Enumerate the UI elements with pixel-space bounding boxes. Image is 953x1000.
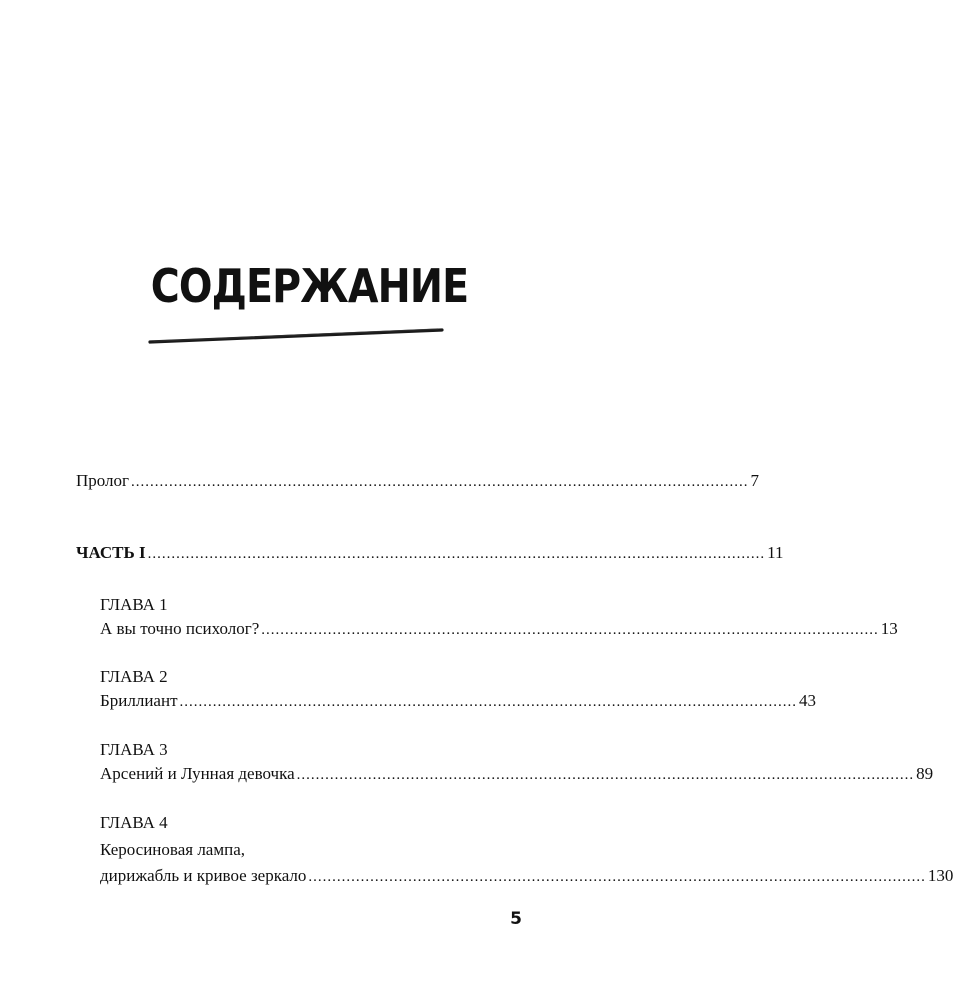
dot-leader: .................................................................................................................................. <box>308 869 926 885</box>
toc-entry-title: дирижабль и кривое зеркало <box>100 866 307 885</box>
dot-leader: .................................................................................................................................. <box>261 622 879 638</box>
toc-entry-page: 11 <box>767 543 784 562</box>
toc-entry-part-1[interactable] <box>76 542 784 564</box>
dot-leader: .................................................................................................................................. <box>147 546 766 562</box>
toc-entry-title: Пролог <box>76 471 130 490</box>
toc-entry-chapter-2[interactable] <box>100 690 816 712</box>
toc-entry-chapter-4[interactable] <box>100 865 953 887</box>
dot-leader: .................................................................................................................................. <box>179 694 797 710</box>
toc-entry-page: 130 <box>927 866 953 885</box>
toc-entry-title: А вы точно психолог? <box>100 619 260 638</box>
toc-entry-title: Арсений и Лунная девочка <box>100 764 295 783</box>
toc-entry-chapter-1[interactable] <box>100 618 898 640</box>
toc-entry-page: 43 <box>799 691 816 710</box>
toc-entry-page: 13 <box>880 619 898 638</box>
dot-leader: .................................................................................................................................. <box>296 767 915 783</box>
toc-entry-page: 89 <box>916 764 934 783</box>
toc-entry-prologue[interactable] <box>76 470 760 492</box>
dot-leader: .................................................................................................................................. <box>131 474 749 490</box>
toc-entry-page: 7 <box>750 471 760 490</box>
page-title: СОДЕРЖАНИЕ <box>150 259 469 313</box>
chapter-label: ГЛАВА 1 <box>100 595 168 614</box>
page-number: 5 <box>510 909 522 929</box>
chapter-label: ГЛАВА 2 <box>100 667 168 686</box>
toc-entry-chapter-3[interactable] <box>100 763 934 785</box>
toc-entry-title-line: Керосиновая лампа, <box>100 840 245 859</box>
chapter-label: ГЛАВА 3 <box>100 740 168 759</box>
chapter-label: ГЛАВА 4 <box>100 813 168 832</box>
toc-entry-title: ЧАСТЬ I <box>76 543 146 562</box>
toc-entry-title: Бриллиант <box>100 691 178 710</box>
